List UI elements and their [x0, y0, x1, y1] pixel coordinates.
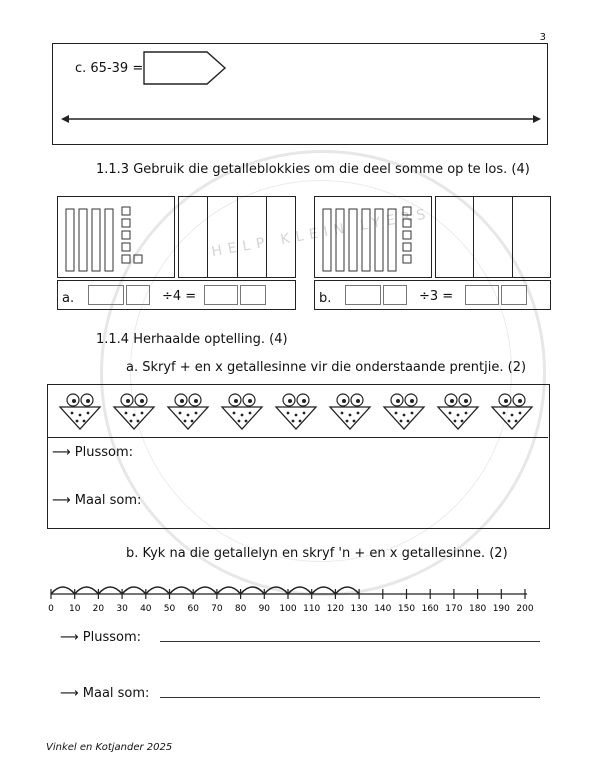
- watermelon-slice: [276, 394, 316, 429]
- picture-divider: [48, 437, 548, 438]
- watermelon-slice: [222, 394, 262, 429]
- answer-box-b2[interactable]: [383, 285, 407, 305]
- watermelon-pictures: [48, 385, 548, 437]
- number-line-jump: [122, 587, 146, 594]
- number-line-jump: [75, 587, 99, 594]
- number-line-jump: [312, 587, 336, 594]
- blank-number-line: [61, 112, 541, 126]
- answer-arrow-box[interactable]: [143, 51, 227, 85]
- number-line-tick-label: 60: [187, 604, 199, 614]
- bottom-times-label: ⟶ Maal som:: [60, 686, 150, 701]
- number-line-tick-label: 40: [140, 604, 152, 614]
- number-line-jump: [335, 587, 359, 594]
- number-line-tick-label: 180: [469, 604, 487, 614]
- number-line: [40, 574, 540, 614]
- number-line-tick-label: 100: [279, 604, 297, 614]
- number-line-jump: [98, 587, 122, 594]
- watermelon-slice: [384, 394, 424, 429]
- division-row-a: [57, 280, 296, 310]
- answer-box-a1[interactable]: [88, 285, 124, 305]
- number-line-tick-label: 120: [326, 604, 344, 614]
- base-ten-blocks-a: [58, 197, 173, 275]
- number-line-tick-label: 70: [211, 604, 223, 614]
- division-a-operator: ÷4 =: [162, 289, 197, 304]
- number-line-tick-label: 50: [163, 604, 176, 614]
- number-line-tick-label: 80: [234, 604, 247, 614]
- division-row-b: [314, 280, 551, 310]
- share-groups-b: [435, 196, 551, 278]
- answer-box-a2[interactable]: [126, 285, 150, 305]
- number-line-tick-label: 0: [48, 604, 54, 614]
- division-a-label: a.: [62, 291, 75, 306]
- times-answer-line[interactable]: [160, 697, 540, 698]
- number-line-tick-label: 200: [516, 604, 534, 614]
- number-line-tick-label: 150: [397, 604, 416, 614]
- question-114a-text: a. Skryf + en x getallesinne vir die onderstaande prentjie. (2): [126, 360, 527, 375]
- answer-box-b1[interactable]: [345, 285, 381, 305]
- number-line-jump: [146, 587, 170, 594]
- footer-credit: Vinkel en Kotjander 2025: [46, 742, 173, 753]
- bottom-plus-label: ⟶ Plussom:: [60, 630, 142, 645]
- number-line-tick-label: 170: [445, 604, 463, 614]
- number-line-tick-label: 90: [258, 604, 271, 614]
- number-line-tick-label: 160: [421, 604, 439, 614]
- number-line-jump: [241, 587, 265, 594]
- number-line-jump: [288, 587, 312, 594]
- base-ten-blocks-b: [315, 197, 430, 275]
- number-line-jump: [264, 587, 288, 594]
- number-line-tick-label: 130: [350, 604, 368, 614]
- watermelon-slice: [114, 394, 154, 429]
- number-line-jump: [51, 587, 75, 594]
- watermelon-slice: [492, 394, 532, 429]
- answer-box-a3[interactable]: [204, 285, 238, 305]
- repeated-addition-box: [47, 384, 550, 529]
- answer-box-a4[interactable]: [240, 285, 266, 305]
- watermark-text: HELP KLEIN LYERS: [210, 205, 433, 261]
- number-line-tick-label: 190: [492, 604, 510, 614]
- answer-box-b3[interactable]: [465, 285, 499, 305]
- number-line-jump: [170, 587, 194, 594]
- watermelon-slice: [438, 394, 478, 429]
- division-b-label: b.: [319, 291, 332, 306]
- question-114b-text: b. Kyk na die getallelyn en skryf 'n + en x getallesinne. (2): [126, 546, 508, 561]
- number-line-tick-label: 110: [303, 604, 321, 614]
- question-113-title: 1.1.3 Gebruik die getalleblokkies om die deel somme op te los. (4): [96, 162, 530, 177]
- number-line-jump: [217, 587, 241, 594]
- question-114-title: 1.1.4 Herhaalde optelling. (4): [96, 332, 288, 347]
- question-c-box: [52, 43, 548, 145]
- number-line-tick-label: 30: [116, 604, 128, 614]
- watermelon-slice: [168, 394, 208, 429]
- blocks-panel-b: [314, 196, 432, 278]
- number-line-tick-label: 140: [374, 604, 392, 614]
- watermelon-slice: [60, 394, 100, 429]
- times-sum-label: ⟶ Maal som:: [52, 493, 142, 508]
- plus-sum-label: ⟶ Plussom:: [52, 445, 134, 460]
- number-line-tick-label: 20: [92, 604, 105, 614]
- number-line-jump: [193, 587, 217, 594]
- division-b-operator: ÷3 =: [419, 289, 454, 304]
- watermelon-slice: [330, 394, 370, 429]
- plus-answer-line[interactable]: [160, 641, 540, 642]
- blocks-panel-a: [57, 196, 175, 278]
- page-number: 3: [539, 32, 546, 43]
- answer-box-b4[interactable]: [501, 285, 527, 305]
- question-c-label: c. 65-39 =: [75, 61, 144, 76]
- number-line-tick-label: 10: [68, 604, 81, 614]
- share-groups-a: [178, 196, 296, 278]
